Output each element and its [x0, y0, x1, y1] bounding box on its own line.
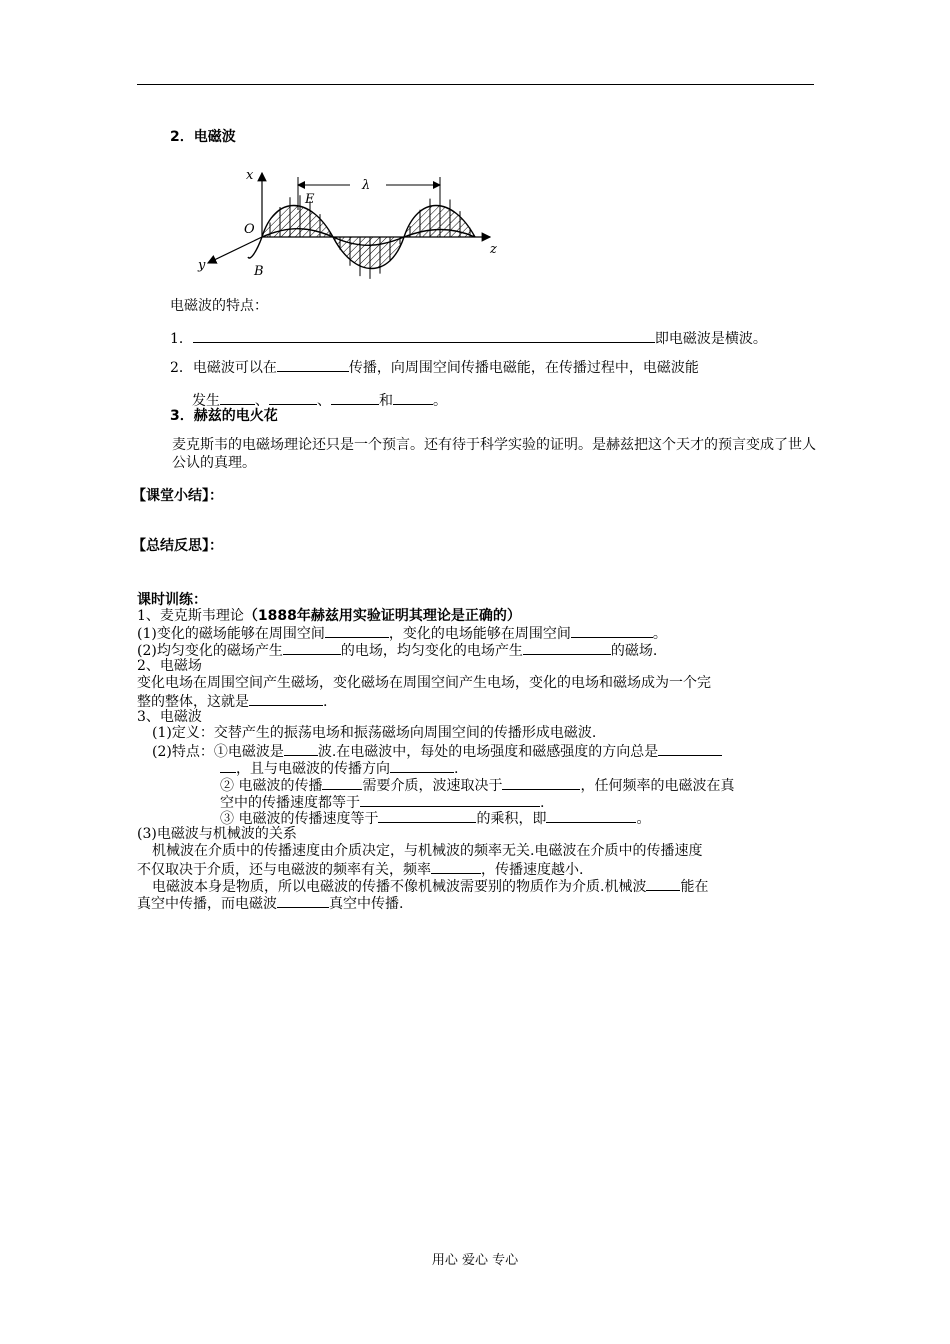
q3-feature-3: ③ 电磁波的传播速度等于 的乘积，即 。	[220, 808, 650, 828]
label-E: E	[305, 192, 315, 207]
blank[interactable]	[277, 893, 329, 908]
label-y: y	[198, 258, 206, 273]
q3-feature-2: ② 电磁波的传播 需要介质，波速取决于 ，任何频率的电磁波在真	[220, 775, 734, 795]
q2-title: 2、电磁场	[137, 658, 202, 674]
blank[interactable]	[331, 390, 379, 405]
q3-para2-line1: 电磁波本身是物质，所以电磁波的传播不像机械波需要别的物质作为介质.机械波 能在	[152, 876, 708, 896]
q3-title: 3、电磁波	[137, 709, 202, 725]
blank[interactable]	[283, 640, 341, 655]
blank[interactable]	[571, 623, 653, 638]
q1-line1: (1)变化的磁场能够在周围空间 ，变化的电场能够在周围空间 。	[137, 623, 667, 643]
blank[interactable]	[193, 328, 655, 343]
blank[interactable]	[658, 741, 722, 756]
blank[interactable]	[277, 357, 349, 372]
blank[interactable]	[325, 623, 389, 638]
label-lambda: λ	[362, 178, 371, 193]
blank[interactable]	[220, 758, 236, 773]
q2-line1: 变化电场在周围空间产生磁场，变化磁场在周围空间产生电场，变化的电场和磁场成为一个完	[137, 675, 711, 691]
reflection-label: 【总结反思】：	[132, 538, 223, 554]
blank[interactable]	[393, 390, 433, 405]
label-x: x	[246, 168, 254, 183]
y-axis	[208, 237, 262, 263]
q3-para1-line1: 机械波在介质中的传播速度由介质决定，与机械波的频率无关.电磁波在介质中的传播速度	[152, 843, 703, 859]
blank[interactable]	[322, 775, 362, 790]
header-rule	[137, 84, 814, 85]
blank[interactable]	[646, 876, 680, 891]
blank[interactable]	[360, 792, 540, 807]
e-field-wave	[262, 206, 475, 269]
q1-line2: (2)均匀变化的磁场产生 的电场，均匀变化的电场产生 的磁场.	[137, 640, 657, 660]
blank[interactable]	[523, 640, 611, 655]
q3-relation-title: (3)电磁波与机械波的关系	[137, 826, 297, 842]
q3-definition: (1)定义：交替产生的振荡电场和振荡磁场向周围空间的传播形成电磁波.	[152, 725, 597, 741]
em-wave-figure	[190, 165, 510, 280]
blank[interactable]	[269, 390, 317, 405]
label-z: z	[490, 242, 497, 257]
feature-item-2: 2．电磁波可以在 传播，向周围空间传播电磁能，在传播过程中，电磁波能	[170, 357, 699, 377]
q1-title: 1、麦克斯韦理论（1888年赫兹用实验证明其理论是正确的）	[137, 608, 521, 624]
training-title: 课时训练：	[137, 592, 207, 608]
label-B: B	[254, 264, 264, 279]
section-heading-hertz: 3．赫兹的电火花	[170, 408, 278, 424]
blank[interactable]	[431, 859, 481, 874]
q2-line2: 整的整体，这就是 .	[137, 691, 327, 711]
hertz-paragraph: 麦克斯韦的电磁场理论还只是一个预言。还有待于科学实验的证明。是赫兹把这个天才的预言变成了世人公认的真理。	[172, 437, 816, 471]
label-O: O	[244, 222, 255, 237]
q3-feature-1-cont: ，且与电磁波的传播方向 .	[220, 758, 458, 778]
blank[interactable]	[502, 775, 580, 790]
summary-label: 【课堂小结】：	[132, 488, 223, 504]
blank[interactable]	[378, 808, 476, 823]
q3-para1-line2: 不仅取决于介质，还与电磁波的频率有关，频率 ，传播速度越小.	[137, 859, 583, 879]
section-heading-em-wave: 2．电磁波	[170, 129, 236, 145]
q3-para2-line2: 真空中传播，而电磁波 真空中传播.	[137, 893, 403, 913]
blank[interactable]	[546, 808, 636, 823]
feature-item-2-cont: 发生 、 、 和 。	[192, 390, 447, 410]
q3-feature-1: (2)特点：①电磁波是 波.在电磁波中，每处的电场强度和磁感强度的方向总是	[152, 741, 722, 761]
footer-text: 用心 爱心 专心	[431, 1253, 519, 1268]
feature-item-1: 1． 即电磁波是横波。	[170, 328, 767, 348]
features-title: 电磁波的特点：	[170, 298, 268, 314]
blank[interactable]	[249, 691, 323, 706]
blank[interactable]	[220, 390, 255, 405]
blank[interactable]	[390, 758, 454, 773]
q3-feature-2-cont: 空中的传播速度都等于 .	[220, 792, 544, 812]
blank[interactable]	[284, 741, 318, 756]
